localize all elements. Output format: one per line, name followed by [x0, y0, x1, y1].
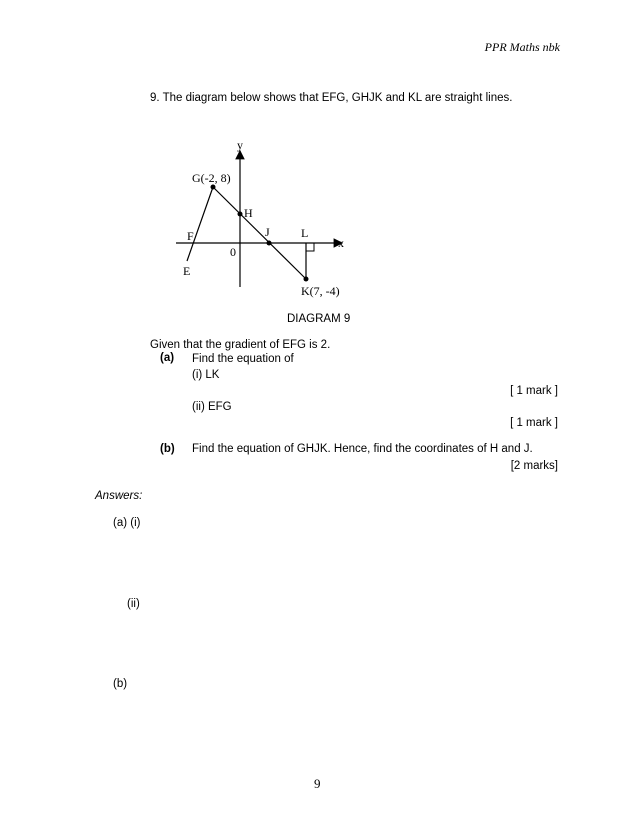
answer-a-i: (a) (i): [113, 517, 141, 529]
label-l: L: [301, 226, 309, 240]
part-a-ii: (ii) EFG: [192, 401, 232, 413]
point-j: [267, 241, 272, 246]
label-h: H: [244, 206, 253, 220]
diagram-9: [150, 135, 370, 305]
given-statement: Given that the gradient of EFG is 2.: [150, 339, 331, 351]
label-origin: 0: [230, 245, 236, 259]
part-b-text: Find the equation of GHJK. Hence, find the coordinates of H and J.: [192, 443, 533, 455]
part-a-i: (i) LK: [192, 369, 220, 381]
point-g: [211, 185, 216, 190]
answer-b: (b): [113, 678, 128, 690]
part-a-ii-mark: [ 1 mark ]: [510, 417, 558, 429]
label-k: K(7, -4): [301, 284, 340, 298]
page-header: PPR Maths nbk: [484, 40, 560, 54]
part-b-label: (b): [160, 443, 175, 455]
label-y: y: [237, 138, 243, 152]
point-k: [304, 277, 309, 282]
part-b-mark: [2 marks]: [510, 460, 558, 472]
label-g: G(-2, 8): [192, 171, 231, 185]
label-e: E: [183, 264, 191, 278]
answer-a-ii: (ii): [127, 598, 140, 610]
line-efg: [187, 187, 213, 261]
label-x: x: [338, 236, 344, 250]
part-a-text: Find the equation of: [192, 353, 294, 365]
label-j: J: [265, 225, 270, 239]
point-h: [238, 212, 243, 217]
label-f: F: [187, 229, 194, 243]
question-title: 9. The diagram below shows that EFG, GHJK and KL are straight lines.: [150, 92, 513, 104]
part-a-i-mark: [ 1 mark ]: [510, 385, 558, 397]
line-ghjk: [213, 187, 309, 279]
page-number: 9: [314, 776, 321, 791]
part-a-label: (a): [160, 352, 175, 364]
right-angle-marker: [306, 243, 314, 251]
diagram-caption: DIAGRAM 9: [287, 313, 351, 325]
answers-heading: Answers:: [95, 490, 143, 502]
